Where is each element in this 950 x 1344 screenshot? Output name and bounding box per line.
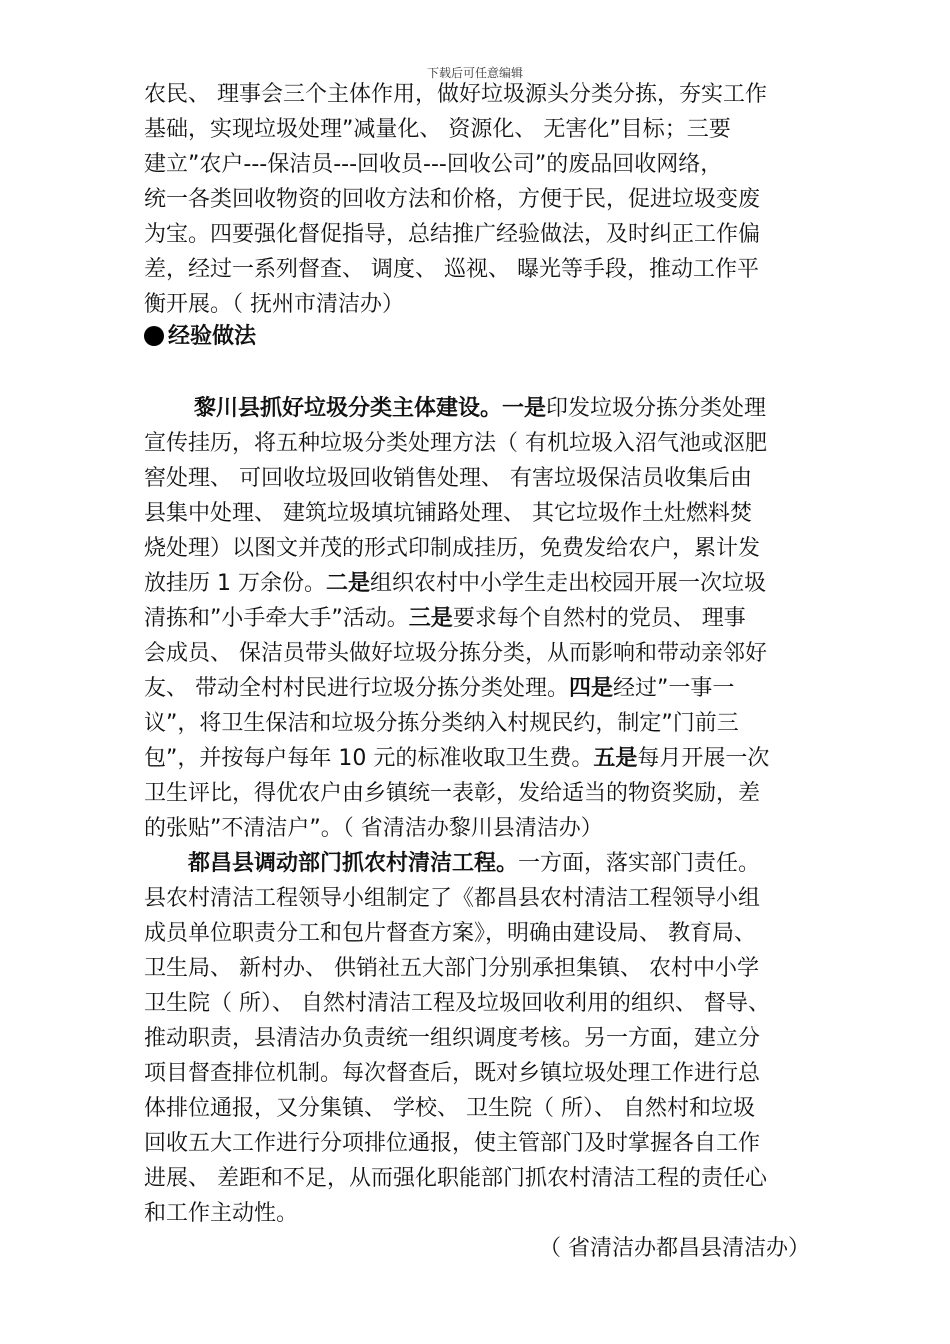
duchang-line: 成员单位职责分工和包片督查方案》，明确由建设局、 教育局、 [144, 921, 756, 946]
header-note: 下载后可任意编辑 [426, 66, 523, 80]
lichuan-text: 包”，并按每户每年 10 元的标准收取卫生费。 [144, 746, 594, 771]
lichuan-text: 经过”一事一 [613, 676, 735, 701]
lichuan-text: 每月开展一次 [637, 746, 770, 771]
duchang-line: 推动职责，县清洁办负责统一组织调度考核。另一方面，建立分 [144, 1026, 761, 1051]
lichuan-line: 的张贴”不清洁户”。（ 省清洁办黎川县清洁办） [144, 816, 603, 841]
lichuan-title: 黎川县抓好垃圾分类主体建设。 [194, 396, 503, 421]
lichuan-text: 清拣和”小手牵大手”活动。 [144, 606, 409, 631]
duchang-line: 体排位通报，又分集镇、 学校、 卫生院（ 所）、 自然村和垃圾 [144, 1096, 755, 1121]
lichuan-text: 友、 带动全村村民进行垃圾分拣分类处理。 [144, 676, 569, 701]
intro-line: 差，经过一系列督查、 调度、 巡视、 曝光等手段，推动工作平 [144, 257, 759, 282]
duchang-line: 进展、 差距和不足，从而强化职能部门抓农村清洁工程的责任心 [144, 1166, 767, 1191]
duchang-line: 卫生局、 新村办、 供销社五大部门分别承担集镇、 农村中小学 [144, 956, 759, 981]
duchang-title: 都昌县调动部门抓农村清洁工程。 [188, 851, 519, 876]
lichuan-line: 会成员、 保洁员带头做好垃圾分拣分类，从而影响和带动亲邻好 [144, 641, 767, 666]
duchang-source: （ 省清洁办都昌县清洁办） [539, 1236, 810, 1261]
duchang-line: 卫生院（ 所）、 自然村清洁工程及垃圾回收利用的组织、 督导、 [144, 991, 770, 1016]
lichuan-line: 窖处理、 可回收垃圾回收销售处理、 有害垃圾保洁员收集后由 [144, 466, 752, 491]
marker-four: 四是 [569, 676, 614, 701]
lichuan-text: 印发垃圾分拣分类处理 [546, 396, 767, 421]
lichuan-line: 卫生评比，得优农户由乡镇统一表彰，发给适当的物资奖励，差 [144, 781, 761, 806]
intro-line: 基础，实现垃圾处理”减量化、 资源化、 无害化”目标；三要 [144, 117, 731, 142]
marker-two: 二是 [325, 571, 370, 596]
duchang-line: 和工作主动性。 [144, 1201, 299, 1226]
marker-one: 一是 [502, 396, 547, 421]
marker-three: 三是 [408, 606, 453, 631]
section-heading [144, 320, 256, 354]
duchang-text: 一方面，落实部门责任。 [518, 851, 761, 876]
lichuan-line [144, 672, 810, 706]
lichuan-line: 烧处理）以图文并茂的形式印制成挂历，免费发给农户，累计发 [144, 536, 761, 561]
lichuan-line [144, 567, 810, 601]
lichuan-text: 要求每个自然村的党员、 理事 [452, 606, 746, 631]
intro-line: 建立”农户---保洁员---回收员---回收公司”的废品回收网络， [144, 152, 723, 177]
lichuan-line: 县集中处理、 建筑垃圾填坑铺路处理、 其它垃圾作土灶燃料焚 [144, 501, 752, 526]
duchang-line: 项目督查排位机制。每次督查后，既对乡镇垃圾处理工作进行总 [144, 1061, 761, 1086]
lichuan-line [144, 392, 810, 426]
section-heading-text: 经验做法 [168, 324, 257, 349]
lichuan-line [144, 602, 810, 636]
lichuan-line [144, 742, 810, 776]
intro-line: 为宝。四要强化督促指导，总结推广经验做法，及时纠正工作偏 [144, 222, 761, 247]
bullet-icon [144, 326, 164, 346]
lichuan-text: 组织农村中小学生走出校园开展一次垃圾 [370, 571, 767, 596]
intro-line: 统一各类回收物资的回收方法和价格，方便于民，促进垃圾变废 [144, 187, 761, 212]
lichuan-line: 宣传挂历，将五种垃圾分类处理方法（ 有机垃圾入沼气池或沤肥 [144, 431, 767, 456]
duchang-line [144, 847, 810, 881]
duchang-line: 回收五大工作进行分项排位通报，使主管部门及时掌握各自工作 [144, 1131, 761, 1156]
lichuan-line: 议”，将卫生保洁和垃圾分拣分类纳入村规民约，制定”门前三 [144, 711, 739, 736]
marker-five: 五是 [593, 746, 638, 771]
lichuan-text: 放挂历 1 万余份。 [144, 571, 326, 596]
intro-line: 农民、 理事会三个主体作用，做好垃圾源头分类分拣，夯实工作 [144, 82, 767, 107]
duchang-line: 县农村清洁工程领导小组制定了《都昌县农村清洁工程领导小组 [144, 886, 761, 911]
intro-line: 衡开展。（ 抚州市清洁办） [144, 292, 404, 317]
